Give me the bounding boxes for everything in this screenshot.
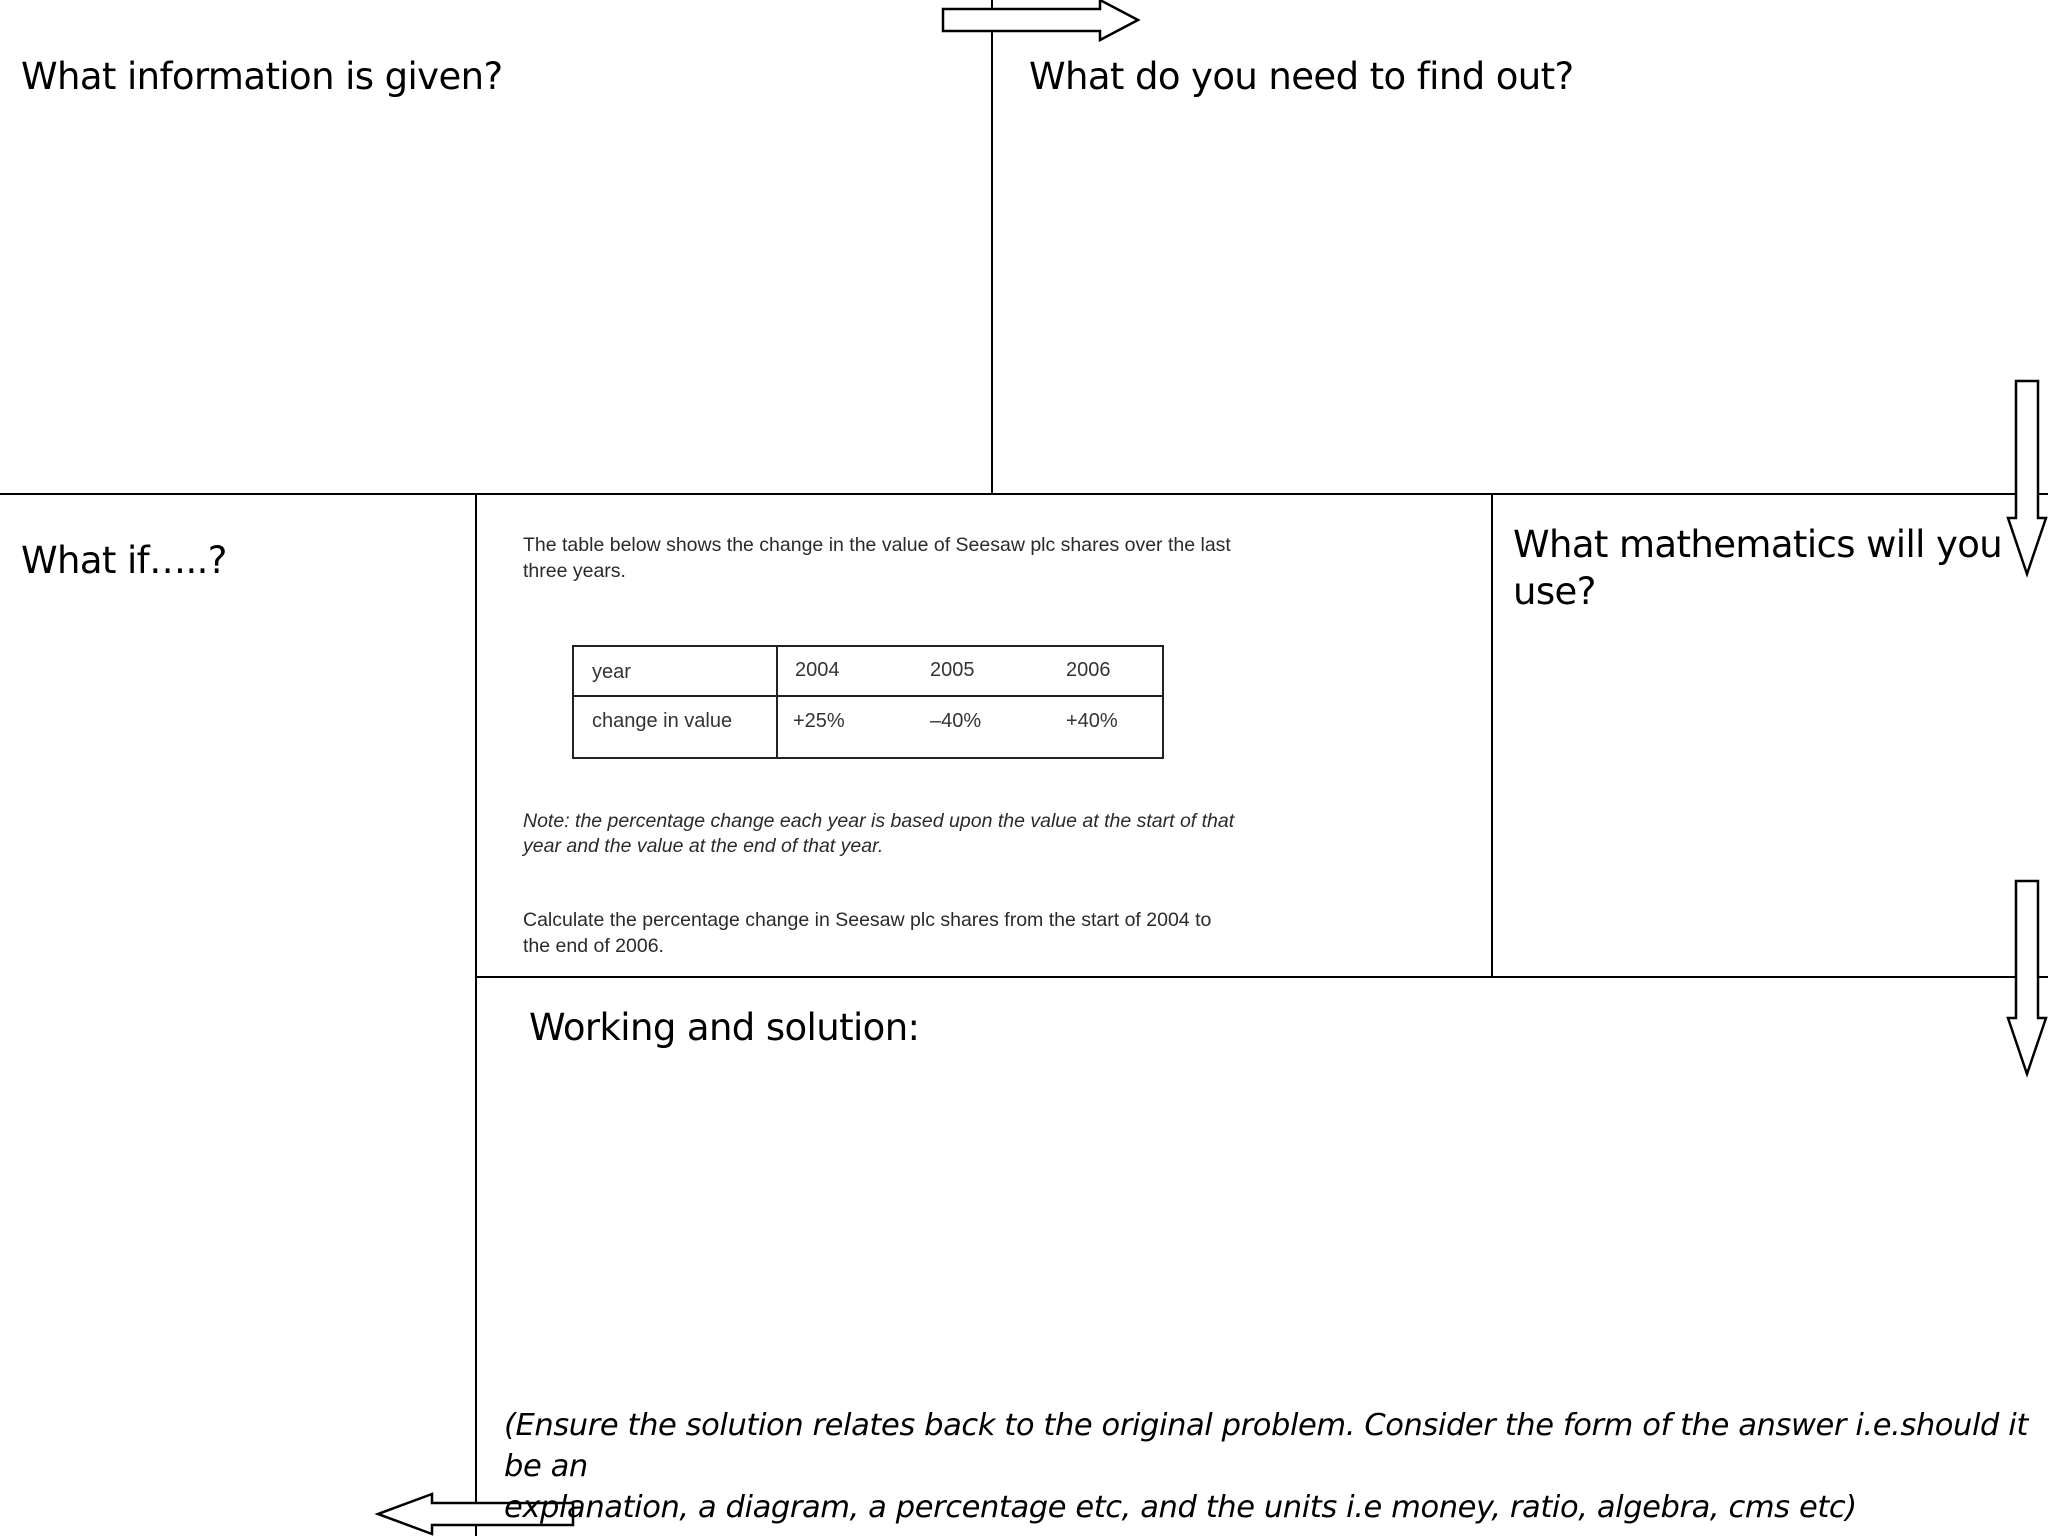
table-change-2005: –40% xyxy=(930,710,982,732)
table-column-divider xyxy=(776,647,778,757)
problem-intro-line1: The table below shows the change in the value of Seesaw plc shares over the last xyxy=(523,534,1231,556)
heading-mathematics-line1: What mathematics will you xyxy=(1513,523,2003,566)
problem-question-line2: the end of 2006. xyxy=(523,935,664,957)
table-change-2004: +25% xyxy=(793,710,845,732)
table-change-2006: +40% xyxy=(1066,710,1118,732)
table-row-divider xyxy=(574,695,1162,697)
heading-working-solution: Working and solution: xyxy=(529,1006,920,1049)
solution-guidance-note xyxy=(504,1405,2034,1528)
heading-information-given: What information is given? xyxy=(21,55,503,98)
arrow-down-icon xyxy=(2008,881,2046,1074)
heading-find-out: What do you need to find out? xyxy=(1029,55,1574,98)
arrow-down-icon xyxy=(2008,381,2046,574)
table-header-year: year xyxy=(592,661,631,683)
problem-intro-line2: three years. xyxy=(523,560,626,582)
problem-note-line1: Note: the percentage change each year is based upon the value at the start of that xyxy=(523,810,1235,832)
heading-what-if: What if…..? xyxy=(21,539,227,582)
share-change-table xyxy=(572,645,1164,759)
problem-question-line1: Calculate the percentage change in Seesaw plc shares from the start of 2004 to xyxy=(523,909,1212,931)
arrow-right-icon xyxy=(943,0,1138,40)
heading-mathematics-line2: use? xyxy=(1513,570,1596,613)
guidance-line1: (Ensure the solution relates back to the original problem. Consider the form of the answer i.e.should it be an xyxy=(504,1408,2028,1484)
guidance-line2: explanation, a diagram, a percentage etc, and the units i.e money, ratio, algebra, cms etc) xyxy=(504,1490,1857,1525)
table-header-change: change in value xyxy=(592,710,733,732)
problem-note-line2: year and the value at the end of that year. xyxy=(523,835,884,857)
table-year-2004: 2004 xyxy=(795,659,840,681)
table-year-2006: 2006 xyxy=(1066,659,1111,681)
table-year-2005: 2005 xyxy=(930,659,975,681)
